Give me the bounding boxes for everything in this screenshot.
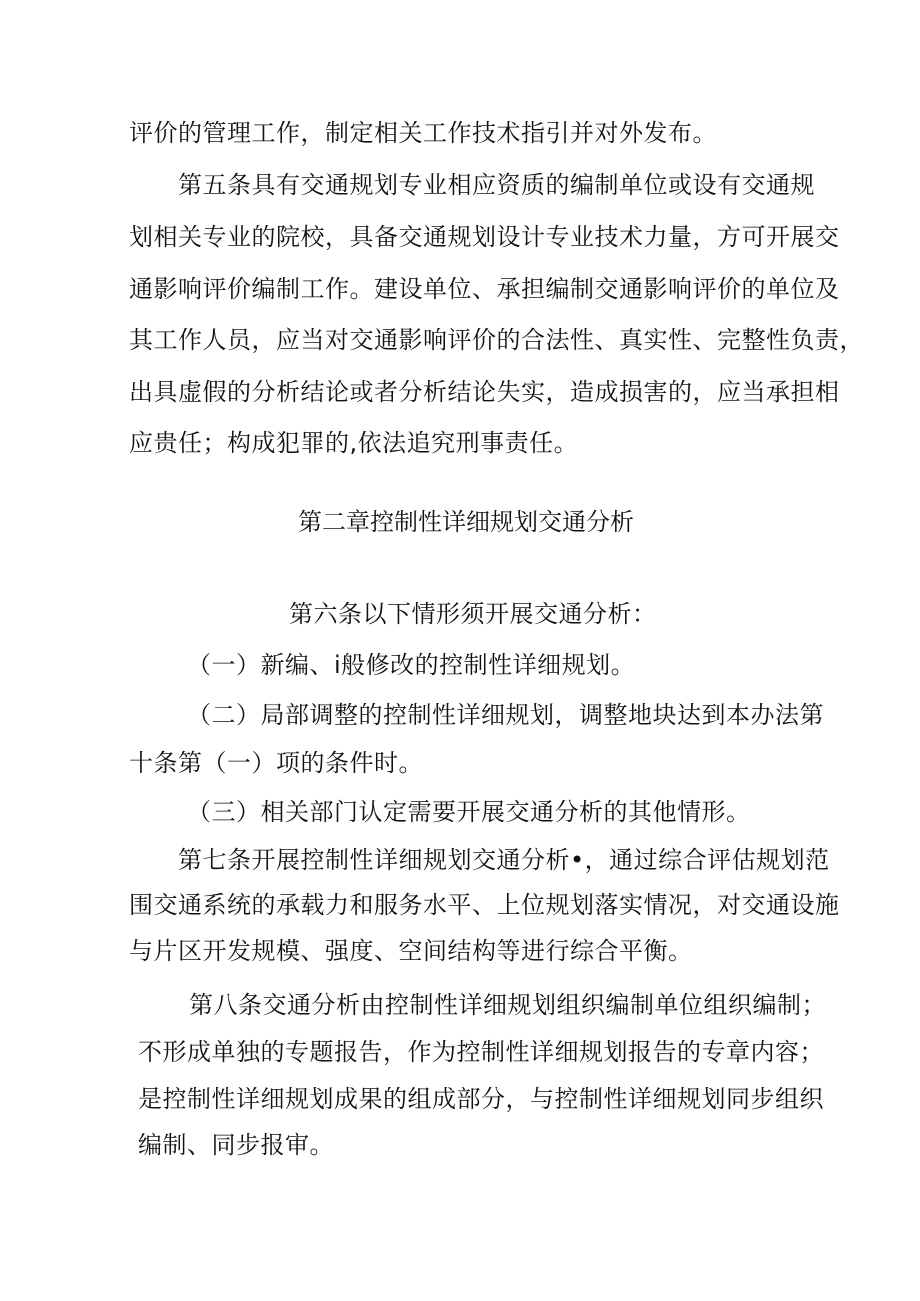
chapter-title: 第二章控制性详细规划交通分析 (298, 508, 634, 536)
article-6-heading-line: 第六条以下情形须开展交通分析： (289, 600, 657, 628)
list-item: （一）新编、i般修改的控制性详细规划。 (187, 651, 636, 679)
text-line: 评价的管理工作，制定相关工作技术指引并对外发布。 (129, 119, 717, 147)
text-line: 围交通系统的承载力和服务水平、上位规划落实情况，对交通设施 (129, 891, 840, 919)
article-5-heading-line: 第五条具有交通规划专业相应资质的编制单位或设有交通规 (178, 171, 815, 199)
text-line: 十条第（一）项的条件时。 (129, 749, 423, 777)
list-item: （三）相关部门认定需要开展交通分析的其他情形。 (187, 798, 751, 826)
text-line: 不形成单独的专题报告，作为控制性详细规划报告的专章内容； (138, 1038, 824, 1066)
text-line: 通影响评价编制工作。建设单位、承担编制交通影响评价的单位及 (129, 275, 840, 303)
text-line: 是控制性详细规划成果的组成部分，与控制性详细规划同步组织 (138, 1085, 824, 1113)
text-line: 其工作人员，应当对交通影响评价的合法性、真实性、完整性负责， (129, 326, 864, 354)
text-line: 应贵任；构成犯罪的,依法追究刑事责任。 (129, 429, 579, 457)
text-line: 出具虚假的分析结论或者分析结论失实，造成损害的，应当承担相 (129, 378, 840, 406)
text-line: 与片区开发规模、强度、空间结构等进行综合平衡。 (129, 937, 693, 965)
text-line: 编制、同步报审。 (138, 1131, 334, 1159)
article-8-heading-line: 第八条交通分析由控制性详细规划组织编制单位组织编制； (189, 991, 826, 1019)
article-7-heading-line: 第七条开展控制性详细规划交通分析•，通过综合评估规划范 (178, 846, 830, 874)
list-item: （二）局部调整的控制性详细规划，调整地块达到本办法第 (187, 701, 824, 729)
text-line: 划相关专业的院校，具备交通规划设计专业技术力量，方可开展交 (129, 223, 840, 251)
